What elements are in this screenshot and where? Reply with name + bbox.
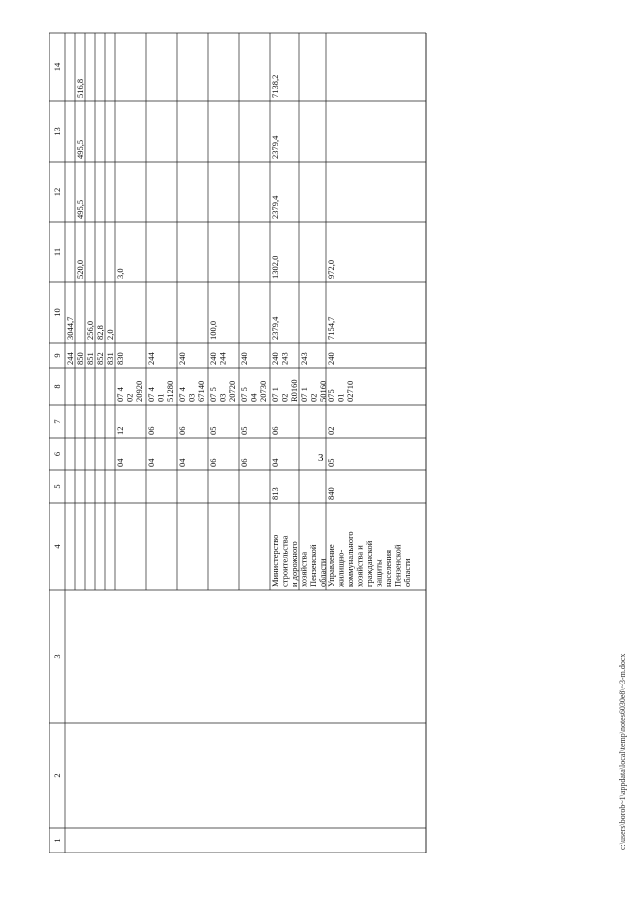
cell-c6: 04 bbox=[270, 458, 280, 467]
cell-c9: 240 bbox=[239, 352, 249, 365]
column-header: 5 bbox=[52, 484, 62, 489]
column-header: 14 bbox=[52, 62, 62, 72]
cell-c9: 240 bbox=[208, 352, 218, 365]
cell-c8: 07 5 bbox=[208, 387, 218, 402]
column-header: 2 bbox=[52, 773, 62, 778]
cell-c8: 67140 bbox=[196, 380, 206, 402]
column-header: 6 bbox=[52, 451, 62, 457]
cell-c8: 04 bbox=[248, 393, 259, 402]
cell-c5: 840 bbox=[326, 487, 336, 500]
cell-c9: 244 bbox=[65, 352, 75, 365]
cell-c4: жилищно- bbox=[335, 549, 346, 587]
cell-c9: 240 bbox=[177, 352, 187, 365]
cell-c6: 04 bbox=[146, 458, 156, 467]
cell-c8: 51280 bbox=[165, 380, 175, 402]
cell-c6: 04 bbox=[115, 458, 125, 467]
cell-c4: населения bbox=[383, 550, 393, 587]
column-header: 4 bbox=[52, 544, 62, 549]
cell-c8: 02 bbox=[308, 393, 319, 402]
cell-c4: Пензенской bbox=[308, 544, 318, 587]
cell-c8: 07 4 bbox=[115, 387, 125, 402]
cell-c8: 01 bbox=[155, 393, 166, 402]
cell-c14: 516,8 bbox=[75, 78, 85, 98]
cell-c8: 20920 bbox=[134, 380, 144, 402]
cell-c13: 495,5 bbox=[75, 139, 85, 159]
cell-c8: 02 bbox=[124, 393, 135, 402]
cell-c8: 02710 bbox=[345, 380, 355, 402]
cell-c6: 05 bbox=[326, 458, 336, 467]
cell-c8: 50160 bbox=[318, 380, 328, 402]
cell-c9: 244 bbox=[217, 352, 228, 365]
cell-c11: 972,0 bbox=[326, 259, 336, 279]
cell-c4: коммунального bbox=[345, 531, 355, 587]
cell-c8: 03 bbox=[186, 393, 197, 402]
cell-c4: хозяйства и bbox=[354, 545, 365, 587]
cell-c9: 851 bbox=[85, 352, 95, 365]
cell-c4: Министерство bbox=[270, 534, 280, 587]
column-header: 7 bbox=[52, 419, 62, 424]
cell-c9: 852 bbox=[95, 352, 105, 365]
cell-c4: защиты bbox=[373, 559, 384, 587]
cell-c5: 813 bbox=[270, 487, 280, 500]
cell-c6: 04 bbox=[177, 458, 187, 467]
cell-c7: 06 bbox=[177, 426, 187, 435]
cell-c8: 07 1 bbox=[299, 387, 309, 402]
cell-c7: 02 bbox=[326, 426, 336, 435]
cell-c9: 850 bbox=[75, 352, 85, 365]
column-header: 11 bbox=[52, 247, 62, 257]
page-number: 3 bbox=[318, 452, 324, 464]
cell-c7: 05 bbox=[208, 426, 218, 435]
cell-c4: области bbox=[317, 558, 328, 587]
cell-c4: Пензенской bbox=[392, 544, 403, 587]
cell-c9: 240 bbox=[270, 352, 280, 365]
cell-c4: Управление bbox=[326, 544, 336, 587]
cell-c8: 075 bbox=[326, 389, 336, 402]
cell-c10: 3044,7 bbox=[65, 316, 75, 340]
cell-c6: 06 bbox=[239, 458, 249, 467]
cell-c8: R0160 bbox=[289, 379, 299, 402]
cell-c8: 07 4 bbox=[177, 387, 187, 402]
budget-table bbox=[49, 31, 428, 853]
cell-c8: 03 bbox=[217, 393, 228, 402]
cell-c4: гражданской bbox=[364, 540, 374, 587]
column-header: 1 bbox=[52, 838, 62, 843]
cell-c4: области bbox=[402, 558, 412, 587]
cell-c8: 20730 bbox=[258, 380, 268, 402]
cell-c7: 12 bbox=[115, 426, 125, 435]
cell-c9: 240 bbox=[326, 352, 336, 365]
cell-c11: 1302,0 bbox=[270, 255, 280, 279]
cell-c11: 3,0 bbox=[115, 268, 125, 279]
cell-c12: 2379,4 bbox=[270, 195, 280, 219]
cell-c9: 243 bbox=[299, 352, 309, 365]
cell-c9: 831 bbox=[105, 352, 115, 365]
cell-c10: 82,8 bbox=[95, 325, 105, 340]
cell-c8: 07 4 bbox=[146, 387, 156, 402]
cell-c9: 830 bbox=[115, 352, 125, 365]
cell-c13: 2379,4 bbox=[270, 135, 280, 159]
cell-c8: 07 1 bbox=[270, 387, 280, 402]
cell-c8: 02 bbox=[279, 393, 290, 402]
cell-c8: 07 5 bbox=[239, 387, 249, 402]
cell-c4: и дорожного bbox=[289, 541, 299, 587]
cell-c8: 01 bbox=[335, 393, 346, 402]
cell-c7: 06 bbox=[146, 426, 156, 435]
column-header: 10 bbox=[52, 308, 62, 317]
cell-c11: 520,0 bbox=[75, 259, 85, 279]
cell-c9: 243 bbox=[279, 352, 290, 365]
column-header: 8 bbox=[52, 384, 62, 389]
cell-c10: 100,0 bbox=[208, 320, 218, 340]
cell-c12: 495,5 bbox=[75, 199, 85, 219]
cell-c14: 7138,2 bbox=[270, 74, 280, 98]
cell-c10: 7154,7 bbox=[326, 316, 336, 340]
cell-c6: 06 bbox=[208, 458, 218, 467]
cell-c10: 256,0 bbox=[85, 320, 95, 340]
cell-c9: 244 bbox=[146, 352, 156, 365]
cell-c7: 06 bbox=[270, 426, 280, 435]
column-header: 3 bbox=[52, 654, 62, 659]
footer-file-path: c:\users\borob~1\appdata\local\temp\notes6030e8\~3-m.docx bbox=[618, 653, 627, 850]
cell-c7: 05 bbox=[239, 426, 249, 435]
cell-c4: строительства bbox=[279, 535, 290, 587]
column-header: 13 bbox=[52, 127, 62, 136]
cell-c4: хозяйства bbox=[298, 551, 309, 587]
column-header: 12 bbox=[52, 187, 62, 197]
cell-c8: 20720 bbox=[227, 380, 237, 402]
cell-c10: 2,0 bbox=[105, 329, 115, 340]
column-header: 9 bbox=[52, 353, 62, 358]
cell-c10: 2379,4 bbox=[270, 316, 280, 340]
